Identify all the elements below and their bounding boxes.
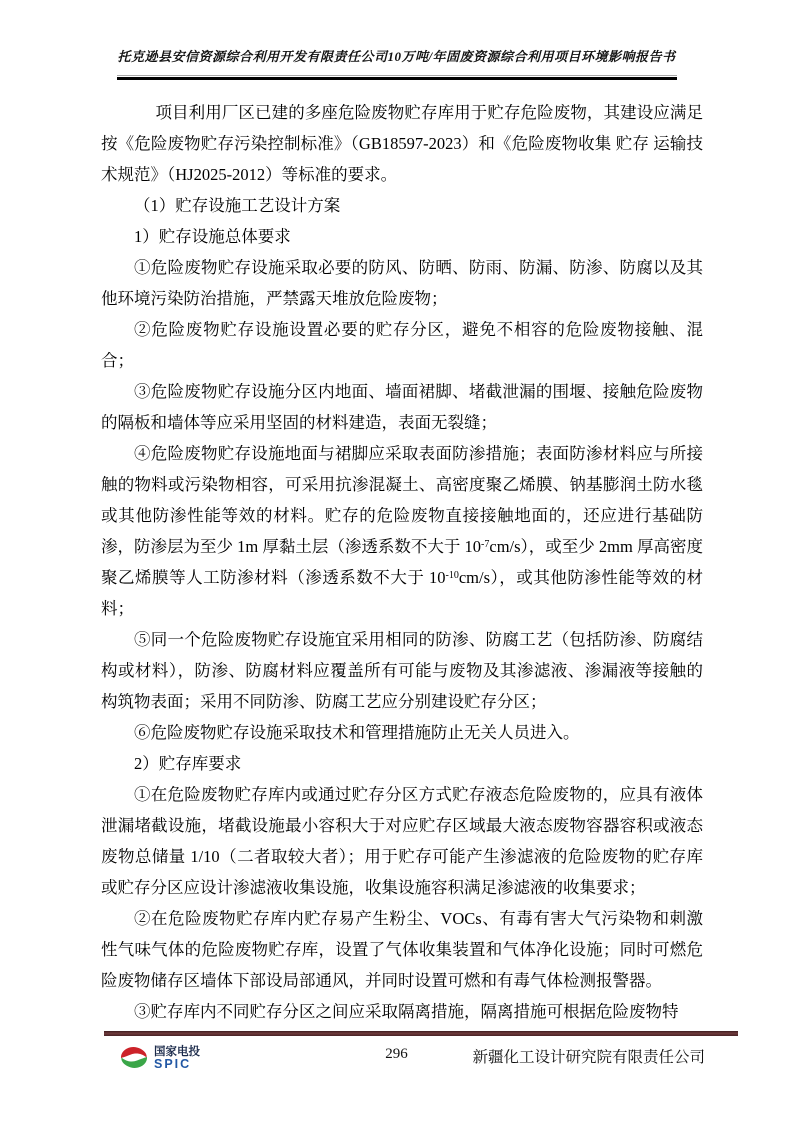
text-run: ④危险废物贮存设施地面与裙脚应采取表面防渗措施；表面防渗材料应与所接触的物料或污染物相容，可采用抗渗混凝土、高密度聚乙烯膜、钠基膨润土防水毯或其他防渗性能等效的材料。贮存的危险废物直接接触地面的，还应进行基础防渗，防渗层为至少 1m 厚黏土层（渗透系数不大于 10 <box>101 444 703 556</box>
text-run: ⑥危险废物贮存设施采取技术和管理措施防止无关人员进入。 <box>134 723 580 742</box>
text-run: ②危险废物贮存设施设置必要的贮存分区，避免不相容的危险废物接触、混合； <box>101 320 703 370</box>
footer-company: 新疆化工设计研究院有限责任公司 <box>472 1049 705 1066</box>
logo-name-en: SPIC <box>154 1057 192 1072</box>
paragraph <box>101 717 703 748</box>
text-run: ②在危险废物贮存库内贮存易产生粉尘、VOCs、有毒有害大气污染物和刺激性气味气体的危险废物贮存库，设置了气体收集装置和气体净化设施；同时可燃危险废物储存区墙体下部设局部通风，并同时设置可燃和有毒气体检测报警器。 <box>101 909 703 990</box>
page-footer <box>0 1042 793 1084</box>
paragraph <box>101 624 703 717</box>
paragraph <box>101 376 703 438</box>
superscript-run: -10 <box>445 570 459 581</box>
text-run: 2）贮存库要求 <box>134 754 242 773</box>
logo-name-cn: 国家电投 <box>154 1046 200 1059</box>
document-body <box>101 97 703 1027</box>
paragraph <box>101 903 703 996</box>
header-rule <box>117 75 677 80</box>
paragraph <box>101 221 703 252</box>
paragraph <box>101 97 703 190</box>
text-run: ⑤同一个危险废物贮存设施宜采用相同的防渗、防腐工艺（包括防渗、防腐结构或材料），防渗、防腐材料应覆盖所有可能与废物及其渗滤液、渗漏液等接触的构筑物表面；采用不同防渗、防腐工艺应分别建设贮存分区； <box>101 630 703 711</box>
text-run: 项目利用厂区已建的多座危险废物贮存库用于贮存危险废物，其建设应满足按《危险废物贮存污染控制标准》（GB18597-2023）和《危险废物收集 贮存 运输技术规范》（HJ2025-2012）等标准的要求。 <box>101 103 703 184</box>
paragraph <box>101 996 703 1027</box>
paragraph <box>101 190 703 221</box>
text-run: ③危险废物贮存设施分区内地面、墙面裙脚、堵截泄漏的围堰、接触危险废物的隔板和墙体等应采用坚固的材料建造，表面无裂缝； <box>101 382 703 432</box>
report-title: 托克逊县安信资源综合利用开发有限责任公司10万吨/年固废资源综合利用项目环境影响报告书 <box>117 49 676 64</box>
page-number: 296 <box>385 1046 408 1062</box>
text-run: ③贮存库内不同贮存分区之间应采取隔离措施，隔离措施可根据危险废物特 <box>134 1002 679 1021</box>
text-run: ①危险废物贮存设施采取必要的防风、防晒、防雨、防漏、防渗、防腐以及其他环境污染防治措施，严禁露天堆放危险废物； <box>101 258 703 308</box>
text-run: （1）贮存设施工艺设计方案 <box>134 196 341 215</box>
footer-rule <box>104 1031 738 1036</box>
text-run: cm/s），或其他防渗性能等效的材料； <box>101 568 703 618</box>
page-header <box>0 46 793 66</box>
paragraph <box>101 438 703 624</box>
paragraph <box>101 252 703 314</box>
text-run: cm/s），或至少 2mm 厚高密度聚乙烯膜等人工防渗材料（渗透系数不大于 10 <box>101 537 703 587</box>
superscript-run: -7 <box>481 539 490 550</box>
paragraph <box>101 314 703 376</box>
text-run: 1）贮存设施总体要求 <box>134 227 291 246</box>
paragraph <box>101 748 703 779</box>
body-paragraphs <box>101 97 703 1027</box>
paragraph <box>101 779 703 903</box>
text-run: ①在危险废物贮存库内或通过贮存分区方式贮存液态危险废物的，应具有液体泄漏堵截设施，堵截设施最小容积大于对应贮存区域最大液态废物容器容积或液态废物总储量 1/10（二者取较大者）；用于贮存可能产生渗滤液的危险废物的贮存库或贮存分区应设计渗滤液收集设施，收集设施容积满足渗滤液的收集要求； <box>101 785 703 897</box>
